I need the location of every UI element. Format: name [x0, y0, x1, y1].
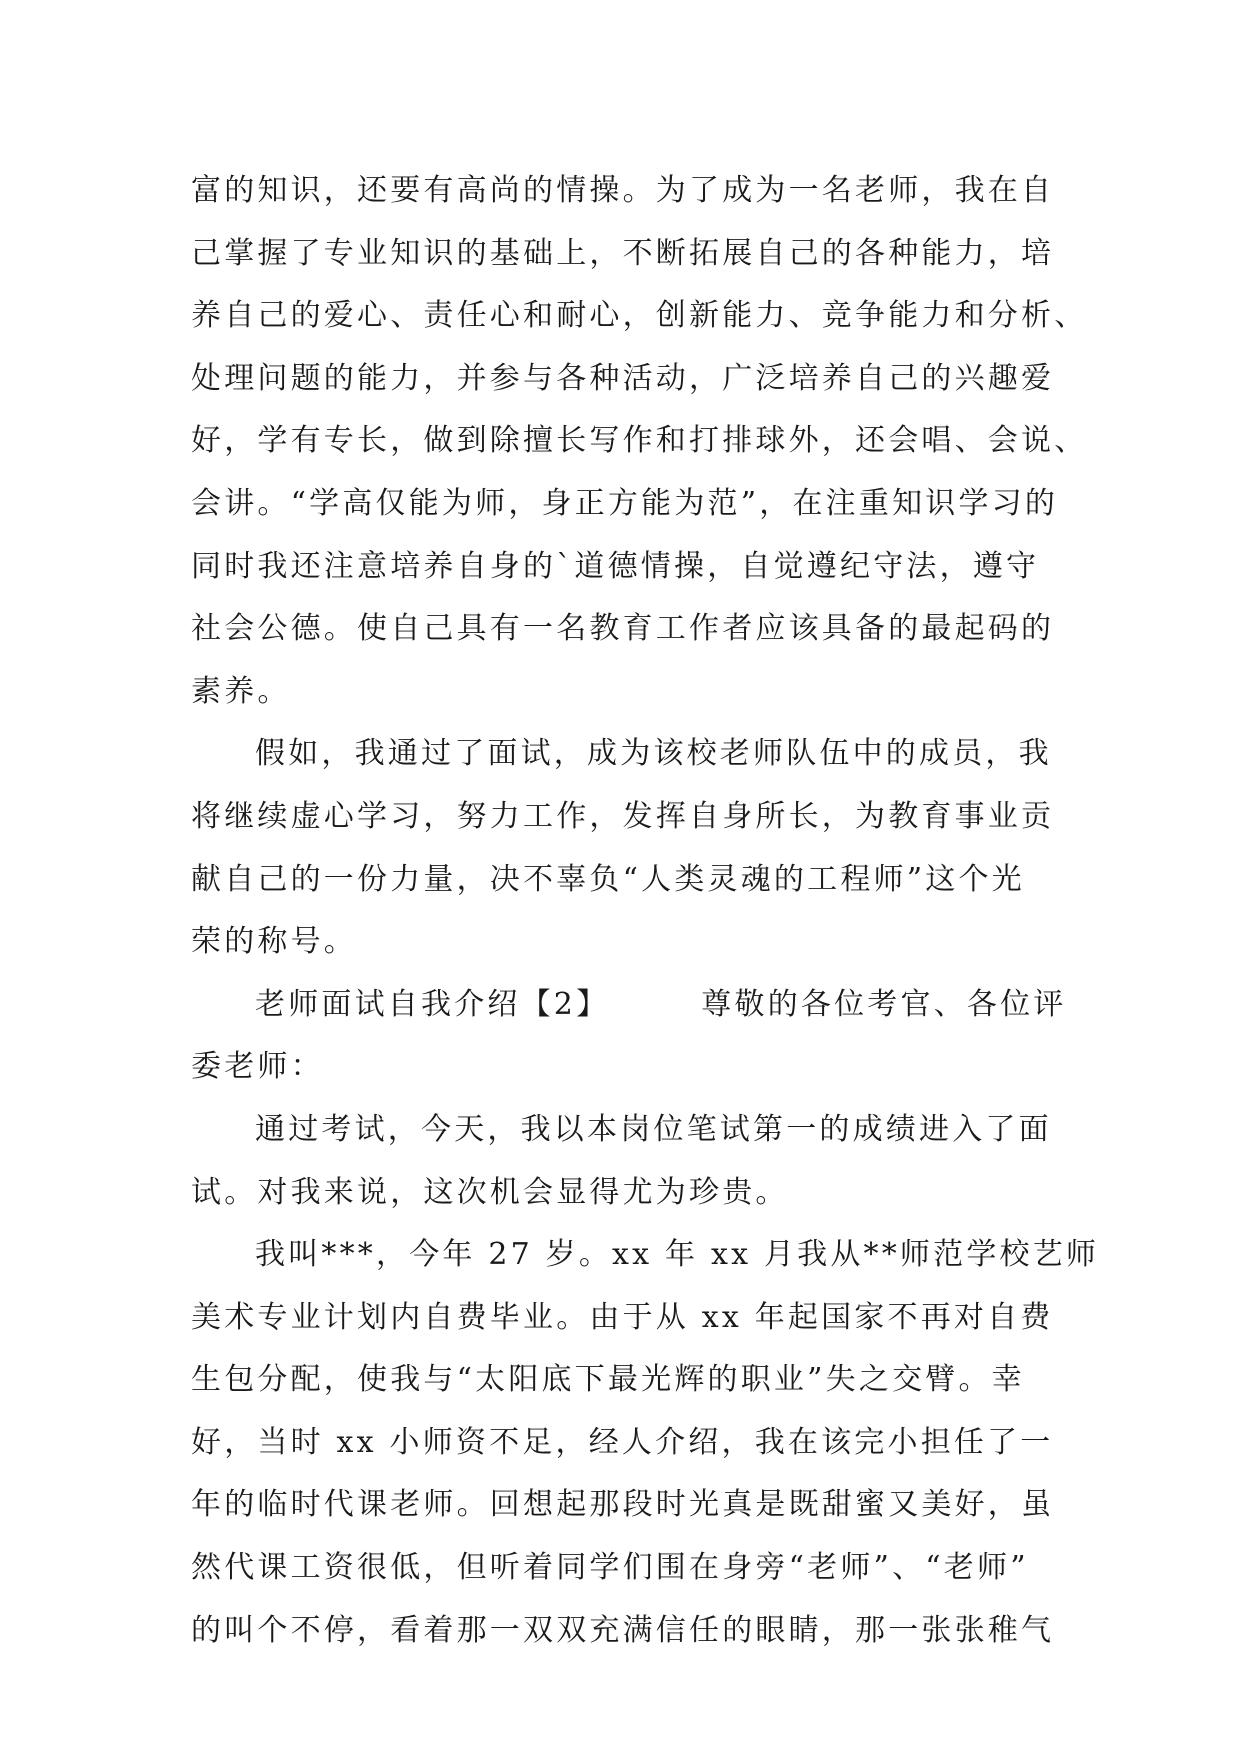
- text-line: 己掌握了专业知识的基础上，不断拓展自己的各种能力，培: [191, 235, 1055, 271]
- text-line: 素养。: [191, 673, 291, 709]
- salutation-start: 尊敬的各位考官、各位评: [701, 986, 1067, 1022]
- text-line: 献自己的一份力量，决不辜负“人类灵魂的工程师”这个光: [191, 861, 1025, 897]
- section-heading: 老师面试自我介绍【2】: [255, 986, 610, 1022]
- paragraph-start-line: 假如，我通过了面试，成为该校老师队伍中的成员，我: [255, 736, 1052, 772]
- text-line: 年的临时代课老师。回想起那段时光真是既甜蜜又美好，虽: [191, 1487, 1055, 1523]
- text-line: 荣的称号。: [191, 924, 357, 960]
- paragraph-start-line: 我叫***，今年 27 岁。xx 年 xx 月我从**师范学校艺师: [255, 1237, 1100, 1273]
- text-line: 美术专业计划内自费毕业。由于从 xx 年起国家不再对自费: [191, 1299, 1054, 1335]
- text-line: 试。对我来说，这次机会显得尤为珍贵。: [191, 1174, 789, 1210]
- text-line: 好，当时 xx 小师资不足，经人介绍，我在该完小担任了一: [191, 1424, 1054, 1460]
- text-line: 好，学有专长，做到除擅长写作和打排球外，还会唱、会说、: [191, 423, 1088, 459]
- text-line: 的叫个不停，看着那一双双充满信任的眼睛，那一张张稚气: [191, 1612, 1055, 1648]
- text-line: 将继续虚心学习，努力工作，发挥自身所长，为教育事业贡: [191, 798, 1055, 834]
- text-line: 处理问题的能力，并参与各种活动，广泛培养自己的兴趣爱: [191, 360, 1055, 396]
- text-line: 富的知识，还要有高尚的情操。为了成为一名老师，我在自: [191, 173, 1055, 208]
- document-body: [191, 160, 1100, 1662]
- text-line: 委老师：: [191, 1049, 324, 1085]
- text-line: 会讲。“学高仅能为师，身正方能为范”，在注重知识学习的: [191, 485, 1059, 521]
- text-line: 同时我还注意培养自身的`道德情操，自觉遵纪守法，遵守: [191, 548, 1040, 584]
- paragraph-start-line: 通过考试，今天，我以本岗位笔试第一的成绩进入了面: [255, 1111, 1052, 1147]
- text-line: 然代课工资很低，但听着同学们围在身旁“老师”、“老师”: [191, 1550, 1029, 1586]
- text-line: 养自己的爱心、责任心和耐心，创新能力、竞争能力和分析、: [191, 298, 1088, 334]
- text-line: 社会公德。使自己具有一名教育工作者应该具备的最起码的: [191, 611, 1055, 647]
- text-line: 生包分配，使我与“太阳底下最光辉的职业”失之交臂。幸: [191, 1362, 1025, 1398]
- section-heading-line: [191, 974, 1067, 1037]
